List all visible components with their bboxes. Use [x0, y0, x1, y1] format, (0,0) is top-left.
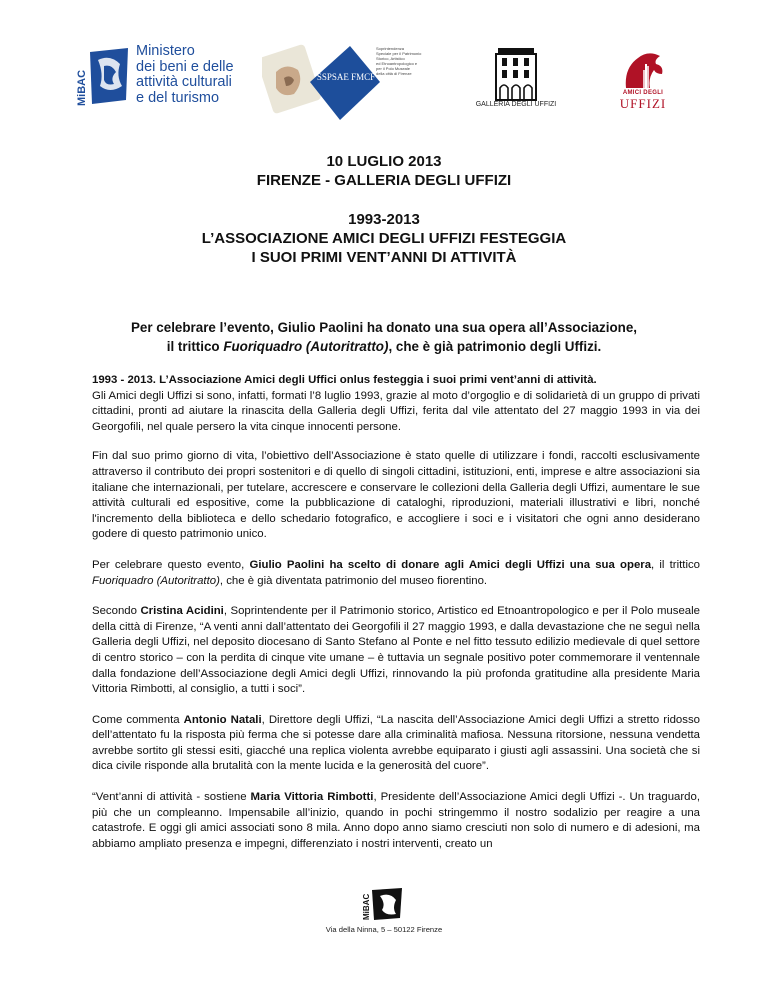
person-name: Antonio Natali	[183, 713, 262, 726]
ministry-name	[136, 44, 234, 106]
text-run: , Direttore degli Uffizi, “La nascita dell’Associazione Amici degli Uffizi a stretto ridosso dell’attentato fu la risposta più ferma che si potesse dare alla criminalità mafiosa. Nessuna ritorsione, nessuna vendetta avrebbe sortito gli stessi esiti, giacché una replica violenta avrebbe equiparato i giusti agli assassini. Una società che si dica civile risponde alla brutalità con la mente lucida e la generosità del cuore”.	[92, 713, 700, 773]
subtitle-text: il trittico	[166, 339, 224, 354]
amici-logo-small-text: AMICI DEGLI	[622, 90, 664, 96]
text-run: , Soprintendente per il Patrimonio storico, Artistico ed Etnoantropologico e per il Polo museale della città di Firenze, “A venti anni dall’attentato dei Georgofili il 27 maggio 1993, e dalla devastazione che ne seguì nella Galleria degli Uffizi, nel deposito diocesano di Santo Stefano al Ponte e nel fitto tessuto edilizio medievale di quel settore di centro storico – con la perdita di cinque vite umane – è tuttavia un segnale positivo poter commemorare il ventennale dalla fondazione dell’Associazione degli Amici degli Uffizi, rinnovando la più profonda gratitudine alla presidente Maria Vittoria Rimbotti, al consiglio, a tutti i soci”.	[92, 605, 701, 696]
person-name: Cristina Acidini	[140, 605, 224, 618]
ssp-caption-line: Soprintendenza	[376, 46, 405, 51]
text-run: “Vent’anni di attività - sostiene	[92, 791, 251, 804]
artwork-title: Fuoriquadro (Autoritratto)	[223, 339, 389, 354]
artwork-title: Fuoriquadro (Autoritratto)	[92, 574, 220, 587]
text-run: Secondo	[92, 605, 141, 618]
headline-line-1: L’ASSOCIAZIONE AMICI DEGLI UFFIZI FESTEGGIA	[201, 230, 567, 247]
ssp-logo-text: SSPSAE FMCF	[316, 72, 376, 82]
mibac-emblem-icon	[76, 46, 132, 108]
paragraph-intro	[92, 373, 700, 435]
uffizi-caption: GALLERIA DEGLI UFFIZI	[475, 101, 557, 108]
date-heading	[0, 152, 768, 190]
ministry-line: dei beni e delle	[136, 58, 234, 75]
subtitle-text: , che è già patrimonio degli Uffizi.	[388, 339, 602, 354]
ssp-caption	[376, 46, 438, 76]
main-heading	[0, 210, 768, 267]
text-run: , che è già diventata patrimonio del museo fiorentino.	[219, 574, 488, 587]
ministry-line: e del turismo	[136, 89, 220, 106]
anniversary-years: 1993-2013	[348, 211, 420, 228]
paragraph-donation	[92, 558, 700, 589]
text-run: , il trittico	[651, 558, 701, 571]
mibac-logo	[76, 44, 266, 118]
text-run: , Presidente dell’Associazione Amici degli Uffizi -. Un traguardo, più che un compleanno. Impensabile all’inizio, quando in pochi stringemmo il nostro sodalizio per reagire a una catastrofe. E oggi gli amici associati sono 8 mila. Anno dopo anno siamo cresciuti non solo di numero e di adesioni, ma abbiamo ampliato presenza e impegni, differenziato i nostri interventi, creato un	[92, 791, 700, 850]
ssp-caption-line: della città di Firenze	[376, 71, 412, 76]
footer-mark-label: MiBAC	[362, 893, 371, 920]
paragraph-acidini	[92, 604, 700, 698]
subtitle	[60, 318, 708, 356]
article-body	[92, 373, 700, 867]
ssp-caption-line: Storico, Artistico	[376, 56, 405, 61]
ministry-line: Ministero	[136, 43, 195, 59]
text-run: Come commenta	[92, 713, 184, 726]
intro-text: Gli Amici degli Uffizi si sono, infatti, formati l’8 luglio 1993, grazie al moto d’orgoglio e di solidarietà di un gruppo di privati cittadini, pronti ad aiutare la rinascita della Galleria degli Uffizi, ferita dal vile attentato del 27 maggio 1993 in via dei Georgofili, nel quale persero la vita cinque innocenti persone.	[92, 389, 700, 433]
paragraph-rimbotti	[92, 790, 700, 852]
paragraph-natali	[92, 713, 700, 775]
subtitle-line-1: Per celebrare l’evento, Giulio Paolini ha donato una sua opera all’Associazione,	[130, 320, 637, 335]
paragraph-mission: Fin dal suo primo giorno di vita, l’obiettivo dell’Associazione è stato quelle di utilizzare i fondi, raccolti esclusivamente attraverso il contributo dei propri sostenitori e di quello di singoli cittadini, istituzioni, enti, imprese e altre associazioni sia italiane che internazionali, per tutelare, accrescere e conservare le collezioni della Galleria degli Uffizi, aumentare le sue attività culturali ed espositive, come la pubblicazione di cataloghi, riproduzioni, materiali illustrativi e libri, nonché l'incremento della biblioteca e dello schedario fotografico, e accogliere i soci e i visitatori che ogni anno desiderano godere di questo patrimonio unico.	[92, 450, 700, 541]
sspsae-logo	[262, 42, 392, 122]
event-place: FIRENZE - GALLERIA DEGLI UFFIZI	[256, 172, 512, 189]
mibac-vertical-label: MiBAC	[76, 69, 88, 106]
ssp-caption-line: per il Polo Museale	[376, 66, 411, 71]
mibac-footer-icon	[362, 886, 404, 922]
footer-address: Via della Ninna, 5 – 50122 Firenze	[325, 925, 443, 934]
ssp-caption-line: Speciale per il Patrimonio	[376, 51, 422, 56]
subtitle-line-2	[60, 337, 708, 356]
event-date: 10 LUGLIO 2013	[326, 153, 442, 170]
text-run: Per celebrare questo evento,	[92, 558, 250, 571]
intro-lead: 1993 - 2013. L’Associazione Amici degli Uffici onlus festeggia i suoi primi vent’anni di attività.	[92, 374, 597, 386]
bold-run: Giulio Paolini ha scelto di donare agli Amici degli Uffizi una sua opera	[249, 558, 652, 571]
headline-line-2: I SUOI PRIMI VENT’ANNI DI ATTIVITÀ	[251, 249, 517, 266]
amici-logo-big-text: UFFIZI	[619, 96, 667, 111]
person-name: Maria Vittoria Rimbotti	[250, 791, 374, 804]
ministry-line: attività culturali	[136, 74, 232, 90]
ssp-caption-line: ed Etnoantropologico e	[376, 61, 418, 66]
